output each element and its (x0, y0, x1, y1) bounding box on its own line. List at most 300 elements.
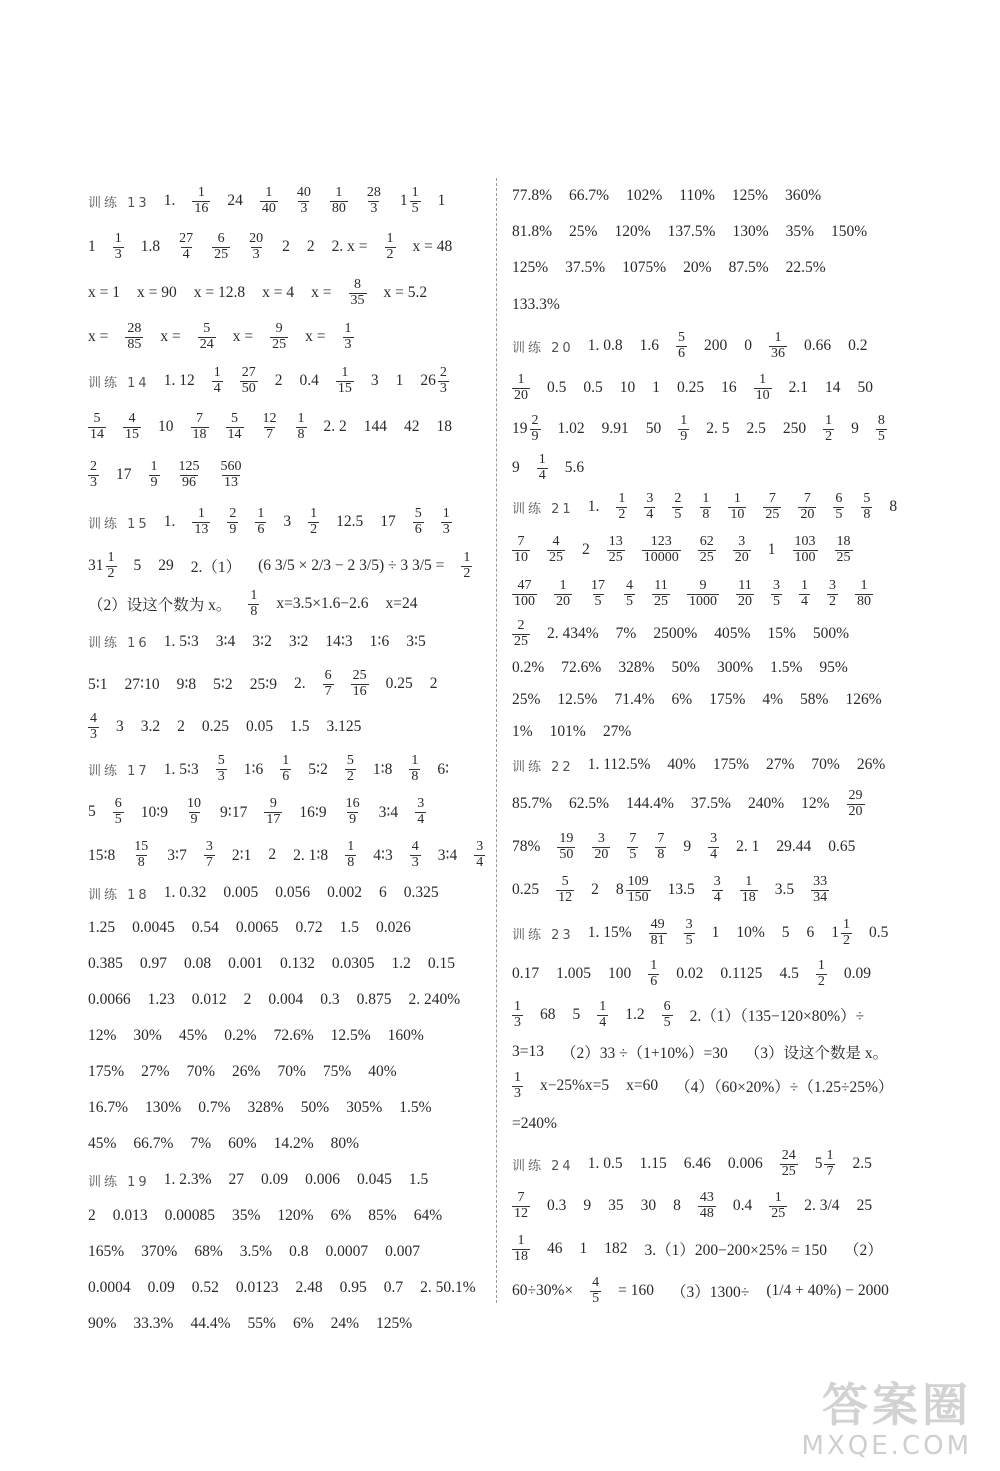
numerator: 62 (699, 533, 714, 549)
answer-value: 0.1125 (720, 965, 763, 982)
answer-value: 25∶9 (249, 675, 277, 693)
answer-value: 0.007 (385, 1243, 420, 1260)
fraction (264, 797, 282, 827)
answer-line (88, 404, 483, 450)
fraction (824, 1149, 835, 1179)
answer-value: 0.5 (583, 379, 603, 396)
numerator: 1 (282, 752, 290, 768)
answer-value: 80% (330, 1135, 360, 1152)
numerator: 1 (680, 412, 688, 428)
answer-value: 0.004 (268, 991, 304, 1008)
denominator: 14 (90, 426, 104, 442)
denominator: 3 (90, 474, 97, 490)
section-label: 训练 20 (512, 340, 574, 356)
answer-value: 0.5 (547, 379, 567, 396)
answer-value: 3 (283, 513, 292, 530)
fraction (192, 186, 210, 216)
answer-value: 37.5% (565, 259, 606, 276)
answer-value: 120% (614, 223, 651, 240)
answer-value: = 160 (618, 1282, 655, 1299)
answer-value: 15% (767, 625, 796, 642)
answer-line (512, 684, 907, 716)
answer-value: 72.6% (273, 1027, 314, 1044)
answer-value: 1.5 (339, 919, 359, 936)
section-label: 训练 19 (88, 1174, 150, 1190)
fraction (125, 322, 143, 352)
answer-value: 5 (88, 803, 96, 820)
answer-value: 9 (683, 838, 692, 855)
answer-value: 72.6% (561, 659, 602, 676)
answer-value: 66.7% (133, 1135, 174, 1152)
answer-value: 0.54 (191, 919, 219, 936)
numerator: 1 (386, 230, 394, 246)
answer-value: x=3.5×1.6−2.6 (276, 595, 369, 612)
numerator: 2 (229, 505, 237, 521)
denominator: 25 (514, 633, 528, 649)
answer-value: 0.15 (427, 955, 455, 972)
answer-value: 1. (163, 513, 176, 530)
fraction (626, 875, 651, 905)
numerator: 7 (517, 533, 525, 549)
fraction (226, 412, 244, 442)
answer-value: 1.23 (147, 991, 175, 1008)
denominator: 80 (857, 593, 871, 609)
numerator: 2 (531, 412, 539, 428)
numerator: 1 (114, 230, 122, 246)
section-label: 训练 24 (512, 1158, 574, 1174)
answer-line (88, 982, 483, 1018)
fraction (248, 589, 259, 619)
answer-value: 62.5% (569, 795, 610, 812)
answer-value: x = 5.2 (383, 284, 428, 301)
answer-value: 6.46 (683, 1155, 711, 1172)
answer-value: x = 12.8 (193, 284, 246, 301)
answer-value: 85% (368, 1207, 397, 1224)
denominator: 10 (755, 387, 770, 403)
denominator: 6 (257, 521, 265, 537)
fraction (597, 1000, 608, 1030)
answer-value: 6% (292, 1315, 314, 1332)
numerator: 17 (591, 577, 605, 593)
answer-value: 133.3% (512, 296, 560, 313)
fraction (644, 492, 655, 522)
numerator: 3 (829, 577, 836, 593)
answer-value: 0.0065 (235, 919, 279, 936)
answer-value: 182 (604, 1240, 628, 1257)
fraction (88, 460, 99, 490)
fraction (736, 579, 754, 609)
fraction (861, 492, 872, 522)
answer-value: 0.0004 (88, 1279, 131, 1296)
numerator: 2 (90, 458, 97, 474)
numerator: 1 (514, 1069, 521, 1085)
denominator: 48 (699, 1205, 714, 1221)
answer-value: 3=13 (512, 1043, 544, 1060)
denominator: 3 (514, 1014, 521, 1030)
answer-value: 0.52 (191, 1279, 219, 1296)
answer-value: 1.005 (556, 965, 591, 982)
fraction (512, 1000, 523, 1030)
denominator: 15 (337, 380, 352, 396)
fraction (847, 789, 865, 819)
answer-value: 0.66 (803, 337, 832, 354)
answer-value: x = (232, 328, 254, 345)
numerator: 1 (265, 184, 273, 200)
answer-value: 2. x = (331, 238, 368, 255)
answer-value: 0.002 (327, 884, 362, 901)
section-label: 训练 15 (88, 516, 150, 532)
fraction (212, 366, 223, 396)
answer-line (88, 1090, 483, 1126)
answer-value: 30% (133, 1027, 162, 1044)
fraction (769, 1191, 787, 1221)
answer-value: 2 (88, 1207, 96, 1224)
numerator: 1 (310, 505, 318, 521)
numerator: 1 (650, 957, 658, 973)
answer-value: 42 (404, 418, 420, 435)
fraction (255, 507, 266, 537)
answer-value: 24% (330, 1315, 360, 1332)
numerator: 25 (352, 667, 367, 683)
denominator: 1000 (689, 593, 717, 609)
answer-value: 25 (856, 1197, 873, 1214)
denominator: 5 (629, 846, 637, 862)
fraction (771, 579, 782, 609)
numerator: 109 (627, 873, 649, 889)
answer-value: 70% (186, 1063, 216, 1080)
answer-line (512, 368, 907, 408)
answer-value: x = 4 (262, 284, 295, 301)
numerator: 7 (657, 830, 665, 846)
denominator: 9 (229, 521, 237, 537)
denominator: 25 (781, 1163, 796, 1179)
answer-line (88, 946, 483, 982)
fraction (816, 959, 827, 989)
numerator: 28 (127, 320, 142, 336)
numerator: 5 (414, 505, 422, 521)
answer-value: 2 (582, 541, 590, 558)
answer-value: 0.25 (385, 675, 413, 692)
answer-value: 2.5 (746, 420, 766, 437)
answer-value: 175% (709, 691, 746, 708)
fraction (385, 232, 396, 262)
numerator: 1 (150, 458, 158, 474)
answer-value: 0.056 (275, 884, 311, 901)
answer-value: 50 (857, 379, 873, 396)
numerator: 11 (654, 577, 668, 593)
answer-line (88, 662, 483, 706)
fraction (556, 875, 574, 905)
mixed-number (616, 875, 651, 905)
answer-value: 0.2% (224, 1027, 257, 1044)
answer-value: 14 (825, 379, 841, 396)
whole-part: 8 (615, 880, 624, 898)
numerator: 1 (517, 371, 525, 387)
answer-value: 0.385 (88, 955, 123, 972)
answer-value: 0.875 (356, 991, 392, 1008)
answer-line (88, 450, 483, 500)
denominator: 4 (646, 506, 654, 522)
fraction (676, 331, 687, 361)
answer-value: 1.2 (391, 955, 411, 972)
answer-value: 45% (88, 1135, 117, 1152)
denominator: 4 (710, 846, 718, 862)
answer-value: 100 (608, 965, 632, 982)
numerator: 28 (366, 184, 381, 200)
answer-value: 137.5% (667, 223, 716, 240)
numerator: 3 (417, 795, 425, 811)
answer-line (88, 1234, 483, 1270)
fraction (410, 840, 421, 870)
denominator: 5 (411, 200, 419, 216)
answer-value: 25% (569, 223, 598, 240)
fraction (698, 535, 716, 565)
answer-value: 2.1 (788, 379, 808, 396)
numerator: 1 (107, 549, 115, 565)
denominator: 3 (344, 336, 352, 352)
answer-value: 3∶7 (167, 846, 187, 864)
fraction (296, 412, 307, 442)
answer-value: 9 (583, 1197, 592, 1214)
denominator: 4 (476, 854, 484, 870)
fraction (662, 1000, 673, 1030)
answer-line (512, 826, 907, 868)
answer-value: 0.5 (869, 924, 889, 941)
answer-value: 5 (572, 1006, 581, 1023)
fraction (708, 832, 719, 862)
numerator: 560 (220, 458, 242, 474)
denominator: 5 (685, 932, 693, 948)
answer-line (512, 528, 907, 572)
fraction (88, 712, 99, 742)
denominator: 8 (863, 506, 871, 522)
answer-line (88, 178, 483, 224)
denominator: 25 (836, 549, 851, 565)
answer-value: 10 (619, 379, 636, 396)
numerator: 49 (650, 916, 665, 932)
answer-value: 500% (812, 625, 850, 642)
mixed-number (831, 918, 852, 948)
answer-value: 0.95 (339, 1279, 367, 1296)
fraction (351, 669, 369, 699)
numerator: 125 (178, 458, 200, 474)
numerator: 1 (341, 364, 349, 380)
denominator: 18 (514, 1248, 528, 1264)
fraction (811, 875, 829, 905)
denominator: 25 (771, 1205, 786, 1221)
answer-value: 240% (747, 795, 785, 812)
answer-value: 95% (819, 659, 848, 676)
answer-value: 10% (736, 924, 765, 941)
numerator: 1 (197, 184, 205, 200)
answer-value: =240% (512, 1115, 557, 1132)
answer-value: 15∶8 (88, 846, 116, 864)
denominator: 20 (514, 387, 528, 403)
answer-value: 50% (300, 1099, 330, 1116)
answer-value: 2 (306, 238, 315, 255)
denominator: 9 (150, 474, 158, 490)
denominator: 2 (386, 246, 394, 262)
numerator: 1 (411, 184, 419, 200)
fraction (113, 232, 124, 262)
denominator: 34 (813, 889, 828, 905)
answer-value: 0.00085 (164, 1207, 215, 1224)
fraction (88, 412, 106, 442)
answer-line (512, 250, 907, 286)
fraction (149, 460, 160, 490)
fraction (823, 414, 834, 444)
fraction (191, 412, 209, 442)
watermark-url: MXQE.COM (801, 1431, 972, 1461)
fraction (336, 366, 354, 396)
answer-value: 6 (806, 924, 815, 941)
denominator: 25 (608, 549, 623, 565)
fraction (855, 579, 873, 609)
numerator: 4 (592, 1274, 600, 1290)
answer-value: 2. 434% (547, 625, 599, 642)
fraction (240, 366, 258, 396)
numerator: 6 (217, 230, 225, 246)
answer-value: 3∶2 (252, 632, 272, 650)
answer-value: 1. 112.5% (587, 756, 651, 773)
fraction (261, 412, 279, 442)
denominator: 3 (300, 200, 308, 216)
numerator: 13 (608, 533, 623, 549)
denominator: 3 (411, 854, 419, 870)
answer-value: 0.25 (512, 881, 540, 898)
fraction (413, 507, 424, 537)
answer-value: 250 (782, 420, 807, 437)
answer-value: x = 90 (137, 284, 177, 301)
answer-value: x = (311, 284, 332, 301)
numerator: 1 (774, 329, 782, 345)
denominator: 5 (592, 1290, 600, 1306)
answer-value: 2. 50.1% (420, 1279, 476, 1296)
answer-value: 0.0305 (331, 955, 375, 972)
fraction (323, 669, 334, 699)
denominator: 5 (877, 428, 885, 444)
numerator: 9 (275, 320, 283, 336)
numerator: 10 (187, 795, 202, 811)
answer-value: 5∶2 (308, 760, 328, 778)
answer-value: 0.132 (280, 955, 315, 972)
answer-line (512, 450, 907, 486)
numerator: 2 (439, 364, 447, 380)
answer-value: 8 (889, 498, 898, 515)
denominator: 4 (417, 811, 425, 827)
denominator: 35 (350, 292, 365, 308)
answer-value: x = (88, 328, 109, 345)
numerator: 3 (597, 830, 605, 846)
answer-value: 4% (762, 691, 784, 708)
denominator: 20 (848, 803, 863, 819)
numerator: 1 (817, 957, 825, 973)
answer-value: 7% (615, 625, 637, 642)
answer-value: 0.0066 (88, 991, 131, 1008)
answer-value: 0.001 (228, 955, 263, 972)
denominator: 81 (650, 932, 665, 948)
numerator: 4 (411, 838, 419, 854)
answer-value: 1.2 (625, 1006, 645, 1023)
answer-value: 66.7% (569, 187, 610, 204)
denominator: 18 (192, 426, 207, 442)
answer-value: 1.6 (639, 337, 659, 354)
fraction (177, 460, 202, 490)
denominator: 25 (549, 549, 563, 565)
answer-value: 8 (673, 1197, 681, 1214)
answer-value: 27% (602, 723, 632, 740)
numerator: 3 (205, 838, 213, 854)
answer-value: 6% (671, 691, 693, 708)
answer-value: 26% (232, 1063, 261, 1080)
answer-value: 2. 240% (408, 991, 461, 1008)
fraction (438, 366, 449, 396)
fraction (627, 832, 638, 862)
answer-value: 2. 1∶8 (293, 846, 329, 864)
answer-value: 1. (163, 192, 176, 209)
answer-value: 1.5% (770, 659, 803, 676)
numerator: 29 (848, 787, 863, 803)
answer-value: 17 (380, 513, 396, 530)
answer-value: x = 1 (88, 284, 120, 301)
denominator: 4 (538, 467, 546, 483)
denominator: 5 (594, 593, 602, 609)
fraction (530, 414, 541, 444)
answer-value: 0.325 (403, 884, 439, 901)
fraction (280, 754, 291, 784)
answer-value: 3∶2 (288, 632, 309, 650)
answer-value: 1. 2.3% (163, 1171, 212, 1188)
numerator: 1 (745, 873, 753, 889)
fraction (132, 840, 150, 870)
answer-value: 24 (227, 192, 243, 209)
answer-value: 18 (436, 418, 452, 435)
answer-line (88, 706, 483, 748)
fraction (684, 918, 695, 948)
answer-value: 0.012 (191, 991, 227, 1008)
denominator: 4 (182, 246, 190, 262)
answer-value: 20% (683, 259, 712, 276)
denominator: 15 (125, 426, 139, 442)
fraction (410, 186, 421, 216)
denominator: 50 (241, 380, 256, 396)
answer-value: 102% (626, 187, 663, 204)
answer-value: 1. 5∶3 (163, 760, 199, 778)
denominator: 4 (213, 380, 221, 396)
mixed-number (420, 366, 449, 396)
numerator: 4 (626, 577, 633, 593)
answer-value: 2 (591, 881, 599, 898)
fraction (728, 492, 746, 522)
denominator: 7 (324, 683, 332, 699)
denominator: 3 (439, 380, 447, 396)
answer-line (512, 178, 907, 214)
fraction (648, 959, 659, 989)
answer-value: 2 (268, 846, 277, 863)
numerator: 3 (476, 838, 484, 854)
fraction (678, 414, 689, 444)
fraction (712, 875, 723, 905)
answer-value: 328% (618, 659, 655, 676)
denominator: 8 (411, 768, 419, 784)
answer-value: 70% (277, 1063, 306, 1080)
answer-value: 71.4% (614, 691, 655, 708)
answer-value: 1 (711, 924, 720, 941)
numerator: 15 (134, 838, 149, 854)
answer-value: 3.125 (326, 718, 362, 735)
right-column (512, 178, 907, 1312)
whole-part: 1 (399, 191, 408, 209)
